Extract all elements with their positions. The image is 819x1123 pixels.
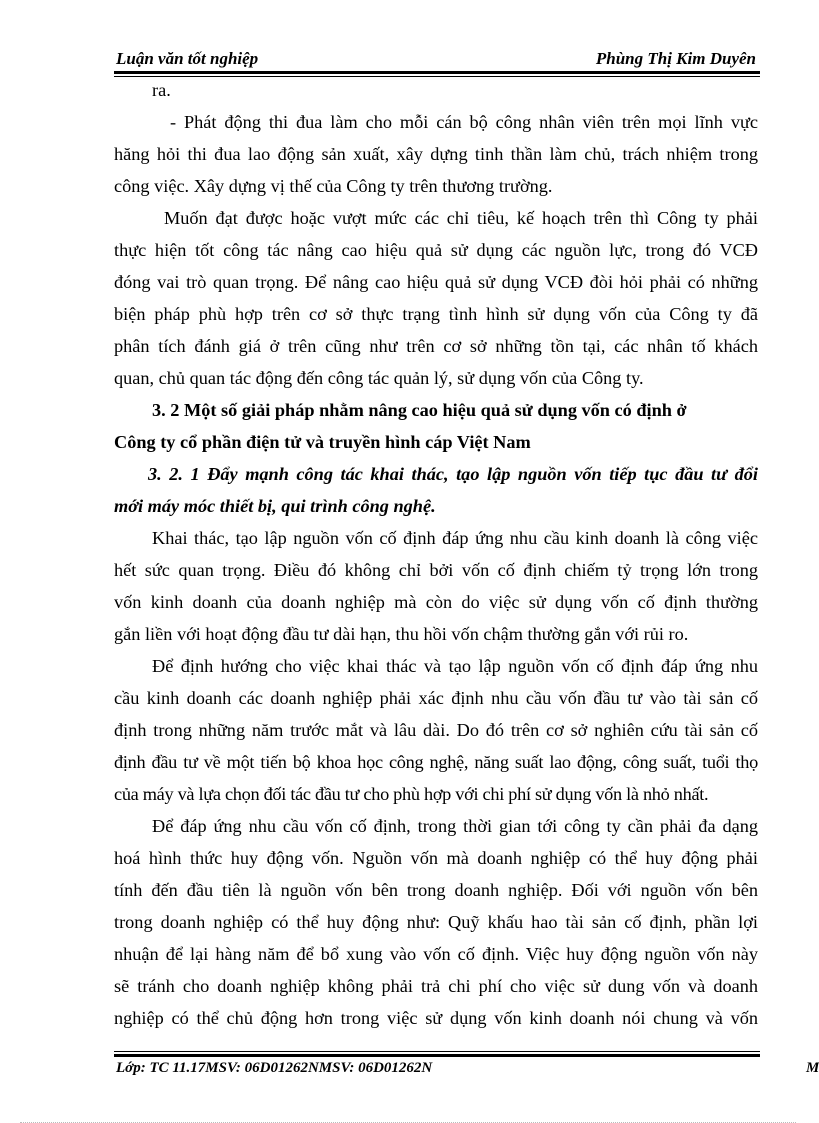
- body-line: thực hiện tốt công tác nâng cao hiệu quả sử dụng các nguồn lực, trong đó VCĐ: [114, 240, 758, 260]
- body-line: định đầu tư về một tiến bộ khoa học công nghệ, năng suất lao động, công suất, tuổi thọ: [114, 752, 758, 772]
- body-line: sẽ tránh cho doanh nghiệp không phải trả chi phí cho việc sử dung vốn và doanh: [114, 976, 758, 996]
- body-line: Để định hướng cho việc khai thác và tạo lập nguồn vốn cố định đáp ứng nhu: [152, 656, 758, 676]
- body-line: biện pháp phù hợp trên cơ sở thực trạng tình hình sử dụng vốn của Công ty đã: [114, 304, 758, 324]
- body-line: vốn kinh doanh của doanh nghiệp mà còn do việc sử dụng vốn cố định thường: [114, 592, 758, 612]
- header-rule-thick: [114, 71, 760, 74]
- body-line: nghiệp có thể chủ động hơn trong việc sử dụng vốn kinh doanh nói chung và vốn: [114, 1008, 758, 1028]
- body-line: ra.: [152, 80, 171, 100]
- section-heading: 3. 2 Một số giải pháp nhằm nâng cao hiệu quả sử dụng vốn có định ở: [152, 400, 687, 420]
- body-line: đóng vai trò quan trọng. Để nâng cao hiệu quả sử dụng VCĐ đòi hỏi phải có những: [114, 272, 758, 292]
- header-right: Phùng Thị Kim Duyên: [595, 49, 756, 68]
- body-line: hăng hỏi thi đua lao động sản xuất, xây dựng tinh thần làm chủ, trách nhiệm trong: [114, 144, 758, 164]
- footer-left: Lớp: TC 11.17MSV: 06D01262NMSV: 06D01262N: [116, 1060, 433, 1076]
- body-line: phân tích đánh giá ở trên cũng như trên cơ sở những tồn tại, các nhân tố khách: [114, 336, 758, 356]
- body-line: của máy và lựa chọn đối tác đầu tư cho phù hợp với chi phí sử dụng vốn là nhỏ nhất.: [114, 784, 709, 804]
- subsection-heading: 3. 2. 1 Đẩy mạnh công tác khai thác, tạo lập nguồn vốn tiếp tục đầu tư đổi: [148, 464, 758, 484]
- body-line: hết sức quan trọng. Điều đó không chỉ bởi vốn cố định chiếm tỷ trọng lớn trong: [114, 560, 758, 580]
- footer-right: M: [806, 1060, 819, 1076]
- body-line: Muốn đạt được hoặc vượt mức các chỉ tiêu, kế hoạch trên thì Công ty phải: [164, 208, 758, 228]
- body-line: công việc. Xây dựng vị thế của Công ty trên thương trường.: [114, 176, 553, 196]
- footer-rule-thin: [114, 1051, 760, 1052]
- body-line: Khai thác, tạo lập nguồn vốn cố định đáp ứng nhu cầu kinh doanh là công việc: [152, 528, 758, 548]
- page-header: [114, 46, 760, 72]
- header-left: Luận văn tốt nghiệp: [116, 49, 259, 68]
- body-line: hoá hình thức huy động vốn. Nguồn vốn mà doanh nghiệp có thể huy động phải: [114, 848, 758, 868]
- header-rule-thin: [114, 76, 760, 77]
- body-line: Để đáp ứng nhu cầu vốn cố định, trong thời gian tới công ty cần phải đa dạng: [152, 816, 758, 836]
- body-line: nhuận để lại hàng năm để bổ xung vào vốn cố định. Việc huy động nguồn vốn này: [114, 944, 758, 964]
- footer-rule-thick: [114, 1054, 760, 1057]
- subsection-heading-cont: mới máy móc thiết bị, qui trình công nghệ.: [114, 496, 436, 516]
- body-line: tính đến đầu tiên là nguồn vốn bên trong doanh nghiệp. Đối với nguồn vốn bên: [114, 880, 758, 900]
- body-line: quan, chủ quan tác động đến công tác quản lý, sử dụng vốn của Công ty.: [114, 368, 644, 388]
- body-line: - Phát động thi đua làm cho mỗi cán bộ công nhân viên trên mọi lĩnh vực: [170, 112, 758, 132]
- section-heading-cont: Công ty cổ phần điện tử và truyền hình cáp Việt Nam: [114, 432, 531, 452]
- body-line: gắn liền với hoạt động đầu tư dài hạn, thu hồi vốn chậm thường gắn với rủi ro.: [114, 624, 689, 644]
- body-line: cầu kinh doanh các doanh nghiệp phải xác định nhu cầu vốn đầu tư vào tài sản cố: [114, 688, 758, 708]
- body-line: trong doanh nghiệp có thể huy động như: Quỹ khấu hao tài sản cố định, phần lợi: [114, 912, 758, 932]
- body-line: định trong những năm trước mắt và lâu dài. Do đó trên cơ sở nghiên cứu tài sản cố: [114, 720, 758, 740]
